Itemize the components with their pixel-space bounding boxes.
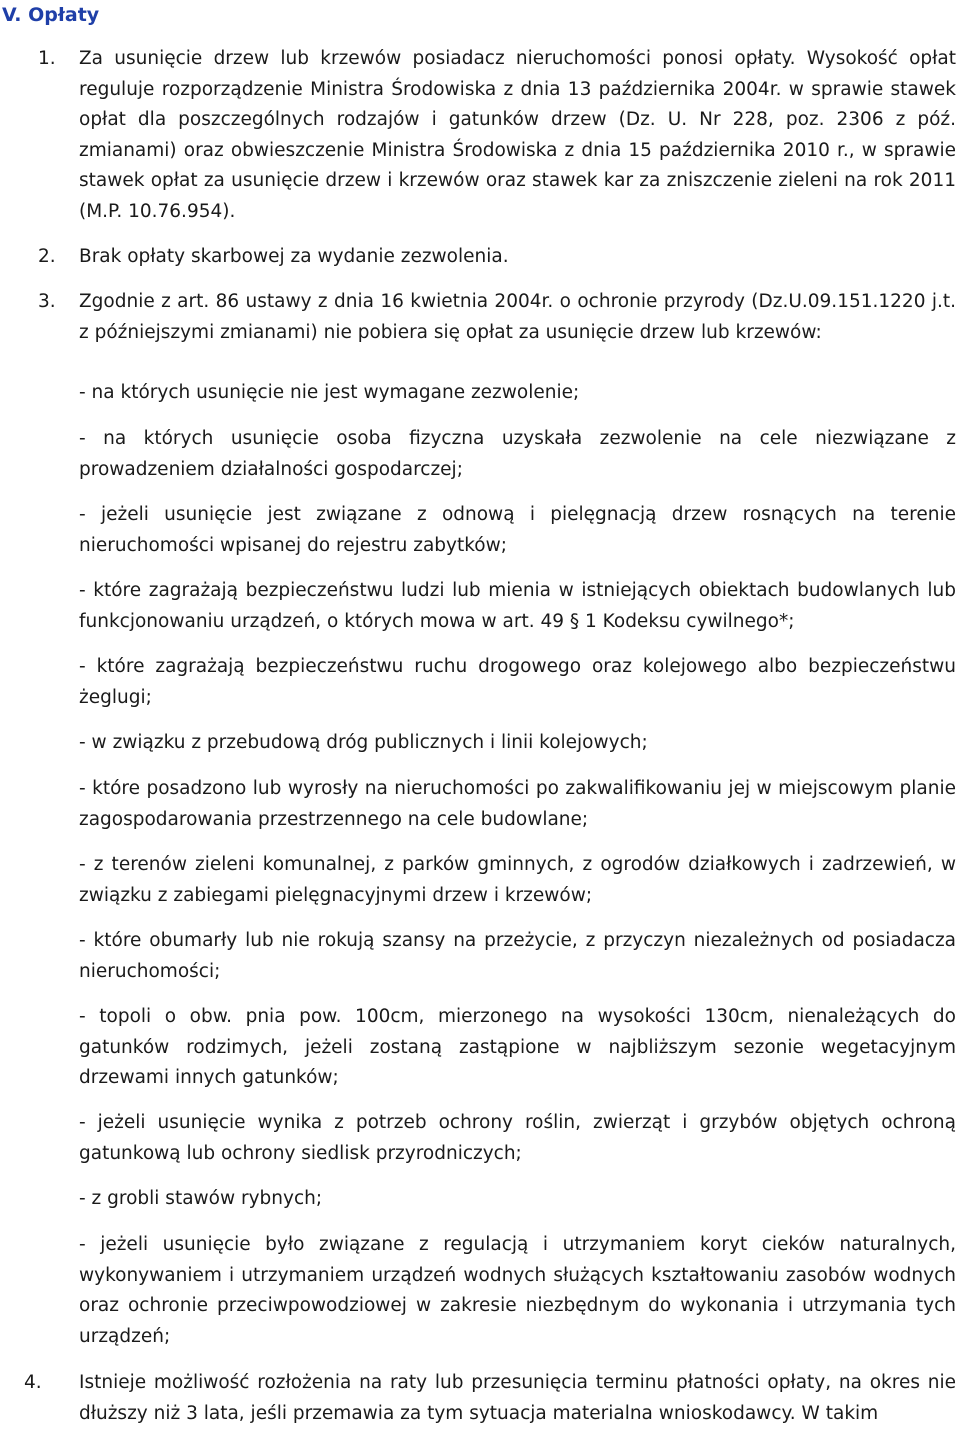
exemption-item: - jeżeli usunięcie było związane z regulacją i utrzymaniem koryt cieków naturalnych, wykonywaniem i utrzymaniem urządzeń wodnych służących kształtowaniu zasobów wodnych oraz ochronie przeciwpowodziowej w zakresie niezbędnym do wykonania i utrzymania tych urządzeń; — [79, 1234, 956, 1347]
exemption-item: - topoli o obw. pnia pow. 100cm, mierzonego na wysokości 130cm, nienależących do gatunków rodzimych, jeżeli zostaną zastąpione w najbliższym sezonie wegetacyjnym drzewami innych gatunków; — [79, 1006, 956, 1088]
item-number: 4. — [24, 1372, 42, 1393]
exemption-item: - jeżeli usunięcie jest związane z odnową i pielęgnacją drzew rosnących na terenie nieruchomości wpisanej do rejestru zabytków; — [79, 504, 956, 556]
item-text: Zgodnie z art. 86 ustawy z dnia 16 kwietnia 2004r. o ochronie przyrody (Dz.U.09.151.1220 j.t. z późniejszymi zmianami) nie pobiera się opłat za usunięcie drzew lub krzewów: — [79, 291, 956, 343]
section-title: V. Opłaty — [2, 4, 100, 26]
item-number: 3. — [38, 291, 56, 312]
exemption-item: - które obumarły lub nie rokują szansy na przeżycie, z przyczyn niezależnych od posiadacza nieruchomości; — [79, 930, 956, 982]
exemption-item: - które posadzono lub wyrosły na nieruchomości po zakwalifikowaniu jej w miejscowym planie zagospodarowania przestrzennego na cele budowlane; — [79, 778, 956, 830]
item-text: Za usunięcie drzew lub krzewów posiadacz nieruchomości ponosi opłaty. Wysokość opłat reguluje rozporządzenie Ministra Środowiska z dnia 13 października 2004r. w sprawie stawek opłat dla poszczególnych rodzajów i gatunków drzew (Dz. U. Nr 228, poz. 2306 z póź. zmianami) oraz obwieszczenie Ministra Środowiska z dnia 15 października 2010 r., w sprawie stawek opłat za usunięcie drzew i krzewów oraz stawek kar za zniszczenie zieleni na rok 2011 (M.P. 10.76.954). — [79, 48, 956, 222]
exemption-item: - jeżeli usunięcie wynika z potrzeb ochrony roślin, zwierząt i grzybów objętych ochroną gatunkową lub ochrony siedlisk przyrodniczych; — [79, 1112, 956, 1164]
exemption-item: - z grobli stawów rybnych; — [79, 1188, 323, 1209]
exemption-item: - na których usunięcie osoba fizyczna uzyskała zezwolenie na cele niezwiązane z prowadzeniem działalności gospodarczej; — [79, 428, 956, 480]
item-text: Istnieje możliwość rozłożenia na raty lub przesunięcia terminu płatności opłaty, na okres nie dłuższy niż 3 lata, jeśli przemawia za tym sytuacja materialna wnioskodawcy. W takim — [79, 1372, 956, 1424]
exemption-item: - na których usunięcie nie jest wymagane zezwolenie; — [79, 382, 580, 403]
exemption-item: - w związku z przebudową dróg publicznych i linii kolejowych; — [79, 732, 648, 753]
exemption-item: - z terenów zieleni komunalnej, z parków gminnych, z ogrodów działkowych i zadrzewień, w związku z zabiegami pielęgnacyjnymi drzew i krzewów; — [79, 854, 956, 906]
exemption-item: - które zagrażają bezpieczeństwu ruchu drogowego oraz kolejowego albo bezpieczeństwu żeglugi; — [79, 656, 956, 708]
item-number: 2. — [38, 246, 56, 267]
item-text: Brak opłaty skarbowej za wydanie zezwolenia. — [79, 246, 509, 267]
exemption-item: - które zagrażają bezpieczeństwu ludzi lub mienia w istniejących obiektach budowlanych lub funkcjonowaniu urządzeń, o których mowa w art. 49 § 1 Kodeksu cywilnego*; — [79, 580, 956, 632]
item-number: 1. — [38, 48, 56, 69]
